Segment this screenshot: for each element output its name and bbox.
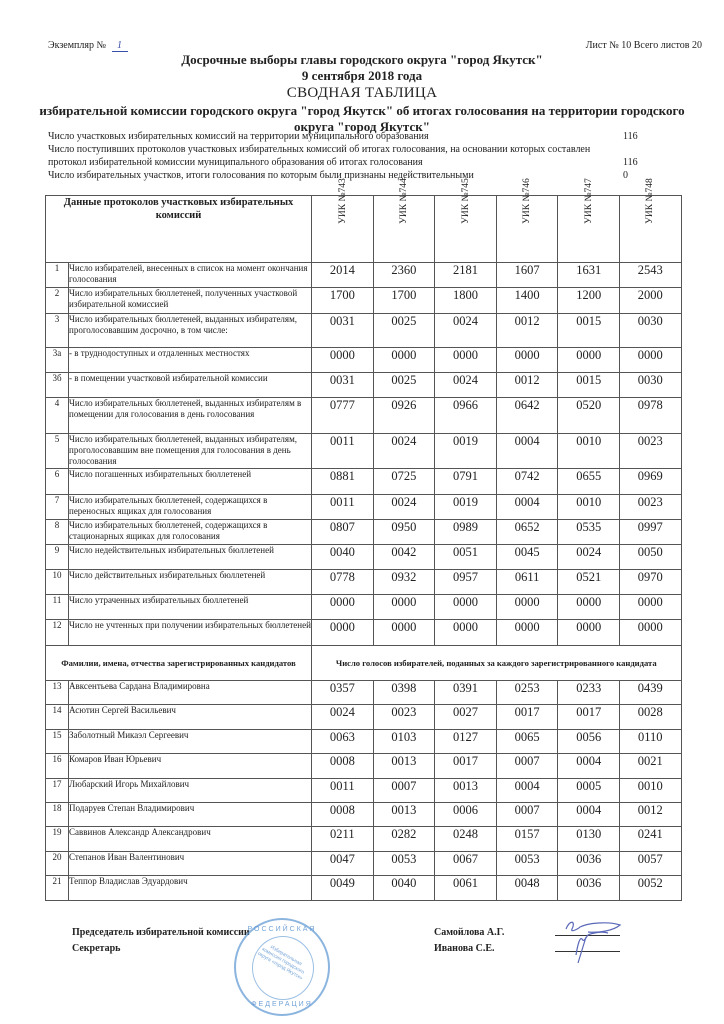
candidate-row <box>46 802 682 826</box>
cell-value: 0019 <box>435 495 497 520</box>
copy-number-label: Экземпляр № <box>48 40 107 51</box>
column-header-uik: УИК №745 <box>435 196 497 263</box>
table-row <box>46 595 682 620</box>
candidate-row <box>46 851 682 875</box>
cell-value: 0024 <box>373 434 435 469</box>
cell-value: 0015 <box>558 314 620 348</box>
protocol-summary-table <box>45 178 682 901</box>
election-date: 9 сентября 2018 года <box>301 68 423 83</box>
vote-count: 0017 <box>558 705 620 729</box>
stat-label: Число избирательных участков, итоги голосования по которым были признаны недействительными <box>48 170 474 181</box>
row-number: 16 <box>46 754 69 778</box>
vote-count: 0012 <box>619 802 681 826</box>
cell-value: 0521 <box>558 570 620 595</box>
cell-value: 0023 <box>619 495 681 520</box>
candidates-header <box>46 646 682 681</box>
table-row <box>46 434 682 469</box>
candidate-row <box>46 729 682 753</box>
row-number: 12 <box>46 620 69 646</box>
cell-value: 0966 <box>435 398 497 434</box>
candidates-header-row <box>46 646 682 681</box>
row-number: 9 <box>46 545 69 570</box>
vote-count: 0439 <box>619 681 681 705</box>
column-header-uik: УИК №746 <box>496 196 558 263</box>
cell-value: 0932 <box>373 570 435 595</box>
stamp-center-text: Избирательная комиссия городского округа «город Якутск» <box>256 944 306 982</box>
cell-value: 0000 <box>496 595 558 620</box>
cell-value: 0997 <box>619 520 681 545</box>
row-label: Число недействительных избирательных бюллетеней <box>69 545 312 570</box>
vote-count: 0057 <box>619 851 681 875</box>
stat-row <box>48 143 688 169</box>
row-number: 3 <box>46 314 69 348</box>
vote-count: 0036 <box>558 876 620 900</box>
cell-value: 0000 <box>435 620 497 646</box>
cell-value: 0725 <box>373 469 435 495</box>
signature-names <box>434 925 504 957</box>
candidate-name: Авксентьева Сардана Владимировна <box>69 681 312 705</box>
cell-value: 0000 <box>435 348 497 373</box>
table-row <box>46 288 682 314</box>
vote-count: 0103 <box>373 729 435 753</box>
cell-value: 1700 <box>373 288 435 314</box>
row-label: - в помещении участковой избирательной комиссии <box>69 373 312 398</box>
cell-value: 0989 <box>435 520 497 545</box>
document-title <box>0 52 724 135</box>
vote-count: 0007 <box>373 778 435 802</box>
cell-value: 0742 <box>496 469 558 495</box>
vote-count: 0053 <box>496 851 558 875</box>
cell-value: 1400 <box>496 288 558 314</box>
cell-value: 0012 <box>496 314 558 348</box>
vote-count: 0013 <box>373 754 435 778</box>
cell-value: 0031 <box>312 314 374 348</box>
cell-value: 0000 <box>619 595 681 620</box>
cell-value: 0011 <box>312 495 374 520</box>
stamp-bottom-text: ФЕДЕРАЦИЯ <box>251 1001 313 1008</box>
vote-count: 0357 <box>312 681 374 705</box>
cell-value: 0926 <box>373 398 435 434</box>
cell-value: 0015 <box>558 373 620 398</box>
vote-count: 0061 <box>435 876 497 900</box>
cell-value: 1700 <box>312 288 374 314</box>
table-header-label: Данные протоколов участковых избирательных комиссий <box>46 196 312 263</box>
row-number: 20 <box>46 851 69 875</box>
cell-value: 0000 <box>312 348 374 373</box>
column-header-uik: УИК №744 <box>373 196 435 263</box>
cell-value: 0010 <box>558 434 620 469</box>
cell-value: 2360 <box>373 263 435 288</box>
vote-count: 0011 <box>312 778 374 802</box>
row-label: Число избирательных бюллетеней, выданных избирателям, проголосовавшим вне помещения для голосования в день голосования <box>69 434 312 469</box>
row-label: Число утраченных избирательных бюллетеней <box>69 595 312 620</box>
candidate-name: Теппор Владислав Эдуардович <box>69 876 312 900</box>
row-number: 10 <box>46 570 69 595</box>
vote-count: 0398 <box>373 681 435 705</box>
candidates-header-right: Число голосов избирателей, поданных за каждого зарегистрированного кандидата <box>312 646 682 681</box>
vote-count: 0027 <box>435 705 497 729</box>
cell-value: 0000 <box>619 348 681 373</box>
cell-value: 0969 <box>619 469 681 495</box>
cell-value: 2000 <box>619 288 681 314</box>
candidate-name: Саввинов Александр Александрович <box>69 827 312 851</box>
candidate-name: Комаров Иван Юрьевич <box>69 754 312 778</box>
cell-value: 1800 <box>435 288 497 314</box>
cell-value: 0024 <box>558 545 620 570</box>
copy-number <box>48 40 128 52</box>
cell-value: 0778 <box>312 570 374 595</box>
cell-value: 1200 <box>558 288 620 314</box>
candidate-row <box>46 778 682 802</box>
row-number: 3б <box>46 373 69 398</box>
summary-table-subtitle: избирательной комиссии городского округа "город Якутск" об итогах голосования на территории городского округа "город Якутск" <box>39 103 685 134</box>
cell-value: 0024 <box>373 495 435 520</box>
chair-label: Председатель избирательной комиссии <box>72 927 250 938</box>
election-title: Досрочные выборы главы городского округа "город Якутск" <box>181 52 543 67</box>
official-stamp <box>234 918 330 1016</box>
cell-value: 0000 <box>496 620 558 646</box>
table-header-row <box>46 196 682 263</box>
table-row <box>46 545 682 570</box>
stat-value: 116 <box>623 131 638 142</box>
row-label: Число погашенных избирательных бюллетеней <box>69 469 312 495</box>
vote-count: 0110 <box>619 729 681 753</box>
vote-count: 0282 <box>373 827 435 851</box>
vote-count: 0127 <box>435 729 497 753</box>
cell-value: 0520 <box>558 398 620 434</box>
cell-value: 0000 <box>373 620 435 646</box>
column-header-uik: УИК №743 <box>312 196 374 263</box>
candidate-name: Степанов Иван Валентинович <box>69 851 312 875</box>
vote-count: 0067 <box>435 851 497 875</box>
vote-count: 0056 <box>558 729 620 753</box>
candidate-name: Подаруев Степан Владимирович <box>69 802 312 826</box>
cell-value: 0000 <box>373 595 435 620</box>
table-row <box>46 348 682 373</box>
cell-value: 0012 <box>496 373 558 398</box>
cell-value: 0642 <box>496 398 558 434</box>
vote-count: 0008 <box>312 802 374 826</box>
row-label: Число не учтенных при получении избирательных бюллетеней <box>69 620 312 646</box>
vote-count: 0007 <box>496 802 558 826</box>
row-number: 8 <box>46 520 69 545</box>
vote-count: 0017 <box>435 754 497 778</box>
row-label: Число избирательных бюллетеней, выданных избирателям, проголосовавшим досрочно, в том числе: <box>69 314 312 348</box>
row-label: - в труднодоступных и отдаленных местностях <box>69 348 312 373</box>
vote-count: 0004 <box>496 778 558 802</box>
cell-value: 0957 <box>435 570 497 595</box>
stat-value: 0 <box>623 170 628 181</box>
cell-value: 0019 <box>435 434 497 469</box>
table-row <box>46 520 682 545</box>
table-row <box>46 570 682 595</box>
vote-count: 0028 <box>619 705 681 729</box>
vote-count: 0021 <box>619 754 681 778</box>
column-header-uik: УИК №748 <box>619 196 681 263</box>
stat-value: 116 <box>623 157 638 168</box>
cell-value: 0000 <box>558 595 620 620</box>
vote-count: 0013 <box>373 802 435 826</box>
cell-value: 0030 <box>619 314 681 348</box>
cell-value: 0000 <box>558 348 620 373</box>
vote-count: 0024 <box>312 705 374 729</box>
secretary-label: Секретарь <box>72 943 121 954</box>
cell-value: 0011 <box>312 434 374 469</box>
row-number: 14 <box>46 705 69 729</box>
stat-row <box>48 130 688 143</box>
vote-count: 0017 <box>496 705 558 729</box>
candidates-header-left: Фамилии, имена, отчества зарегистрированных кандидатов <box>46 646 312 681</box>
candidate-rows <box>46 681 682 901</box>
row-number: 11 <box>46 595 69 620</box>
stat-label: Число поступивших протоколов участковых избирательных комиссий об итогах голосования, на основании которых составлен протокол избирательной комиссии муниципального образования об итогах голосования <box>48 144 591 168</box>
vote-count: 0065 <box>496 729 558 753</box>
cell-value: 0042 <box>373 545 435 570</box>
cell-value: 0777 <box>312 398 374 434</box>
vote-count: 0008 <box>312 754 374 778</box>
cell-value: 0024 <box>435 314 497 348</box>
table-row <box>46 263 682 288</box>
row-number: 6 <box>46 469 69 495</box>
candidate-name: Любарский Игорь Михайлович <box>69 778 312 802</box>
row-number: 7 <box>46 495 69 520</box>
vote-count: 0048 <box>496 876 558 900</box>
row-label: Число избирательных бюллетеней, выданных избирателям в помещении для голосования в день голосования <box>69 398 312 434</box>
cell-value: 0978 <box>619 398 681 434</box>
vote-count: 0157 <box>496 827 558 851</box>
signature-icon <box>558 915 628 965</box>
stamp-top-text: РОССИЙСКАЯ <box>247 926 317 933</box>
candidate-row <box>46 876 682 900</box>
cell-value: 0004 <box>496 495 558 520</box>
vote-count: 0006 <box>435 802 497 826</box>
copy-number-value: 1 <box>112 40 128 52</box>
candidate-row <box>46 827 682 851</box>
vote-count: 0248 <box>435 827 497 851</box>
candidate-row <box>46 681 682 705</box>
cell-value: 0655 <box>558 469 620 495</box>
cell-value: 0010 <box>558 495 620 520</box>
protocol-rows <box>46 263 682 646</box>
vote-count: 0005 <box>558 778 620 802</box>
row-label: Число действительных избирательных бюллетеней <box>69 570 312 595</box>
row-number: 15 <box>46 729 69 753</box>
cell-value: 0950 <box>373 520 435 545</box>
cell-value: 0024 <box>435 373 497 398</box>
vote-count: 0241 <box>619 827 681 851</box>
cell-value: 0025 <box>373 373 435 398</box>
vote-count: 0007 <box>496 754 558 778</box>
chair-name: Самойлова А.Г. <box>434 927 505 938</box>
cell-value: 0023 <box>619 434 681 469</box>
table-row <box>46 495 682 520</box>
row-label: Число избирательных бюллетеней, содержащихся в стационарных ящиках для голосования <box>69 520 312 545</box>
vote-count: 0391 <box>435 681 497 705</box>
cell-value: 0881 <box>312 469 374 495</box>
cell-value: 0652 <box>496 520 558 545</box>
candidate-name: Асютин Сергей Васильевич <box>69 705 312 729</box>
sheet-info: Лист № 10 Всего листов 20 <box>585 40 702 51</box>
row-number: 21 <box>46 876 69 900</box>
cell-value: 0045 <box>496 545 558 570</box>
candidate-row <box>46 705 682 729</box>
row-number: 4 <box>46 398 69 434</box>
candidate-row <box>46 754 682 778</box>
row-number: 19 <box>46 827 69 851</box>
vote-count: 0013 <box>435 778 497 802</box>
cell-value: 0025 <box>373 314 435 348</box>
row-label: Число избирательных бюллетеней, полученных участковой избирательной комиссией <box>69 288 312 314</box>
row-number: 18 <box>46 802 69 826</box>
summary-stats <box>48 130 688 182</box>
vote-count: 0049 <box>312 876 374 900</box>
vote-count: 0047 <box>312 851 374 875</box>
vote-count: 0130 <box>558 827 620 851</box>
cell-value: 0000 <box>435 595 497 620</box>
vote-count: 0253 <box>496 681 558 705</box>
cell-value: 0000 <box>312 620 374 646</box>
cell-value: 0004 <box>496 434 558 469</box>
cell-value: 0000 <box>558 620 620 646</box>
cell-value: 2543 <box>619 263 681 288</box>
stat-label: Число участковых избирательных комиссий на территории муниципального образования <box>48 131 429 142</box>
table-row <box>46 398 682 434</box>
cell-value: 0000 <box>619 620 681 646</box>
vote-count: 0004 <box>558 754 620 778</box>
row-number: 3а <box>46 348 69 373</box>
row-number: 17 <box>46 778 69 802</box>
vote-count: 0211 <box>312 827 374 851</box>
row-number: 13 <box>46 681 69 705</box>
cell-value: 0040 <box>312 545 374 570</box>
column-header-uik: УИК №747 <box>558 196 620 263</box>
vote-count: 0004 <box>558 802 620 826</box>
table-row <box>46 314 682 348</box>
cell-value: 0000 <box>496 348 558 373</box>
cell-value: 0050 <box>619 545 681 570</box>
vote-count: 0010 <box>619 778 681 802</box>
cell-value: 2014 <box>312 263 374 288</box>
cell-value: 0791 <box>435 469 497 495</box>
vote-count: 0053 <box>373 851 435 875</box>
cell-value: 0535 <box>558 520 620 545</box>
vote-count: 0052 <box>619 876 681 900</box>
table-row <box>46 373 682 398</box>
vote-count: 0036 <box>558 851 620 875</box>
cell-value: 0611 <box>496 570 558 595</box>
cell-value: 0000 <box>312 595 374 620</box>
cell-value: 1631 <box>558 263 620 288</box>
vote-count: 0063 <box>312 729 374 753</box>
row-label: Число избирательных бюллетеней, содержащихся в переносных ящиках для голосования <box>69 495 312 520</box>
row-number: 5 <box>46 434 69 469</box>
cell-value: 0000 <box>373 348 435 373</box>
vote-count: 0023 <box>373 705 435 729</box>
summary-table-title: СВОДНАЯ ТАБЛИЦА <box>286 85 438 101</box>
vote-count: 0233 <box>558 681 620 705</box>
cell-value: 0051 <box>435 545 497 570</box>
cell-value: 0030 <box>619 373 681 398</box>
cell-value: 1607 <box>496 263 558 288</box>
cell-value: 0031 <box>312 373 374 398</box>
signature-roles <box>72 925 250 957</box>
table-row <box>46 469 682 495</box>
row-label: Число избирателей, внесенных в список на момент окончания голосования <box>69 263 312 288</box>
vote-count: 0040 <box>373 876 435 900</box>
secretary-name: Иванова С.Е. <box>434 943 495 954</box>
cell-value: 2181 <box>435 263 497 288</box>
row-number: 1 <box>46 263 69 288</box>
candidate-name: Заболотный Микаэл Сергеевич <box>69 729 312 753</box>
cell-value: 0807 <box>312 520 374 545</box>
row-number: 2 <box>46 288 69 314</box>
table-row <box>46 620 682 646</box>
cell-value: 0970 <box>619 570 681 595</box>
